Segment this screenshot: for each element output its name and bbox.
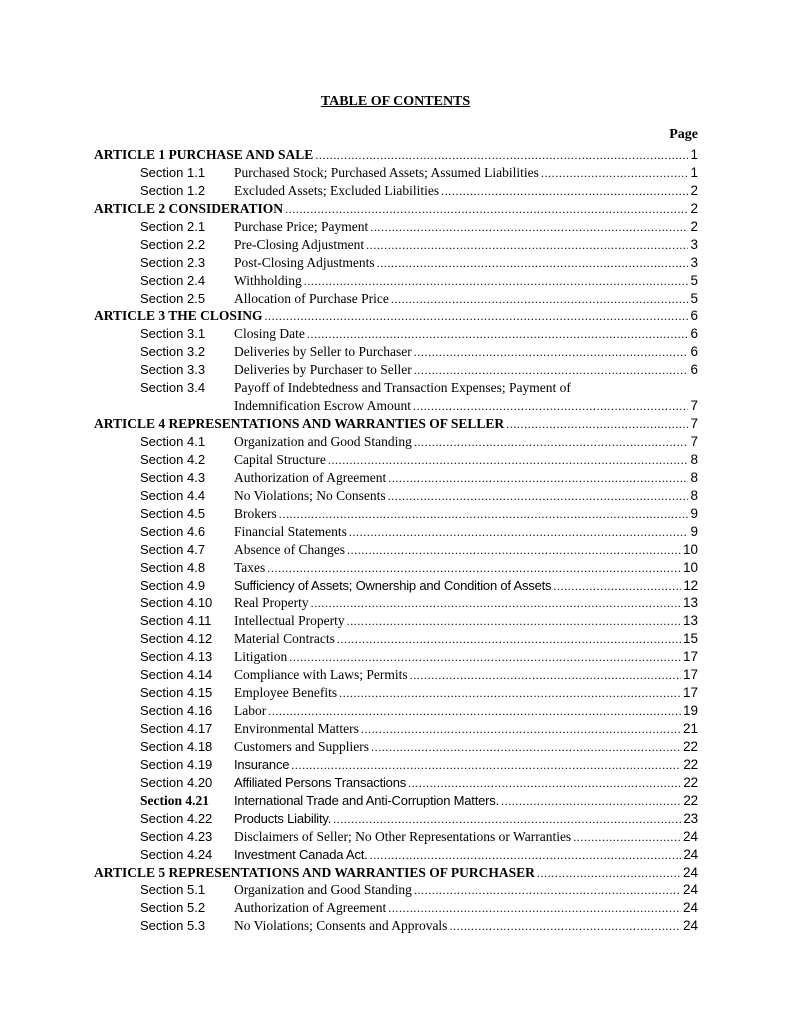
toc-title: TABLE OF CONTENTS: [320, 94, 471, 109]
article-title: ARTICLE 1 PURCHASE AND SALE: [94, 147, 314, 162]
toc-section-entry[interactable]: [94, 272, 698, 290]
section-number: Section 4.15: [140, 685, 213, 701]
section-number: Section 4.19: [140, 756, 213, 772]
dot-leader: [370, 219, 688, 237]
dot-leader: [349, 524, 689, 542]
section-title: Purchase Price; Payment: [234, 218, 369, 234]
toc-section-entry[interactable]: [94, 720, 698, 738]
section-number: Section 3.4: [140, 380, 206, 396]
toc-article-entry[interactable]: [94, 146, 698, 164]
page-number: 2: [690, 218, 698, 234]
toc-section-entry[interactable]: [94, 810, 698, 828]
page-number: 13: [682, 613, 698, 629]
section-title: Absence of Changes: [234, 541, 345, 557]
section-title: Closing Date: [234, 326, 305, 342]
dot-leader: [264, 308, 688, 326]
section-number: Section 4.6: [140, 523, 206, 539]
page-number: 24: [682, 828, 698, 844]
page-number: 22: [683, 756, 698, 772]
page-number: 22: [683, 792, 698, 808]
page-number: 10: [682, 541, 698, 557]
page-number: 24: [682, 882, 698, 898]
section-number: Section 4.7: [140, 541, 206, 557]
dot-leader: [541, 165, 689, 183]
section-title: Intellectual Property: [234, 613, 345, 629]
dot-leader: [553, 578, 681, 596]
section-number: Section 4.2: [140, 451, 206, 467]
dot-leader: [315, 147, 688, 165]
dot-leader: [339, 685, 681, 703]
page-number: 8: [690, 469, 698, 485]
section-number: Section 3.2: [140, 344, 206, 360]
section-title: Insurance: [234, 756, 290, 772]
dot-leader: [347, 542, 681, 560]
toc-section-entry[interactable]: [94, 594, 698, 612]
toc-section-entry[interactable]: [94, 451, 698, 469]
section-number: Section 4.14: [140, 667, 213, 683]
page-number: 19: [682, 703, 698, 719]
toc-section-entry[interactable]: [94, 899, 698, 917]
toc-section-entry[interactable]: [94, 917, 698, 935]
page-number: 6: [690, 362, 698, 378]
page-number: 7: [690, 434, 698, 450]
article-title: ARTICLE 5 REPRESENTATIONS AND WARRANTIES OF PURCHASER: [94, 864, 535, 880]
section-number: Section 4.23: [140, 828, 213, 844]
page-number: 8: [690, 451, 698, 467]
page-number: 21: [682, 721, 698, 737]
dot-leader: [391, 291, 689, 309]
page-number: 3: [690, 254, 698, 270]
section-title: Withholding: [234, 272, 302, 288]
page-number: 22: [683, 774, 698, 790]
section-title: Purchased Stock; Purchased Assets; Assumed Liabilities: [234, 164, 539, 180]
toc-section-entry[interactable]: [94, 343, 698, 361]
section-number: Section 4.21: [140, 792, 209, 808]
section-title: Deliveries by Purchaser to Seller: [234, 362, 412, 378]
section-title: Employee Benefits: [234, 685, 338, 701]
toc-section-entry[interactable]: [94, 182, 698, 200]
section-title: No Violations; No Consents: [234, 487, 386, 503]
toc-section-entry[interactable]: [94, 469, 698, 487]
page-number: 2: [690, 182, 698, 198]
page-number: 24: [682, 900, 698, 916]
dot-leader: [285, 201, 688, 219]
dot-leader: [304, 273, 689, 291]
section-number: Section 2.1: [140, 218, 206, 234]
toc-section-entry[interactable]: [94, 756, 698, 774]
page-number: 24: [683, 846, 698, 862]
page-number: 5: [690, 272, 698, 288]
section-number: Section 4.10: [140, 595, 213, 611]
section-title: Litigation: [234, 649, 288, 665]
page-number: 24: [682, 864, 698, 880]
dot-leader: [289, 649, 681, 667]
table-of-contents: [94, 146, 698, 935]
toc-section-entry[interactable]: [94, 612, 698, 630]
section-title: Capital Structure: [234, 451, 326, 467]
section-number: Section 2.5: [140, 290, 206, 306]
dot-leader: [388, 488, 689, 506]
section-number: Section 4.18: [140, 738, 213, 754]
section-number: Section 4.11: [140, 613, 212, 629]
section-number: Section 2.2: [140, 236, 206, 252]
toc-section-entry[interactable]: [94, 379, 698, 415]
page-number: 13: [682, 595, 698, 611]
section-title: Taxes: [234, 559, 266, 575]
page-number: 17: [682, 667, 698, 683]
page-number: 7: [690, 416, 698, 432]
section-number: Section 4.17: [140, 721, 213, 737]
section-number: Section 4.3: [140, 469, 206, 485]
dot-leader: [328, 452, 689, 470]
dot-leader: [388, 470, 688, 488]
dot-leader: [441, 183, 688, 201]
toc-section-entry[interactable]: [94, 648, 698, 666]
section-number: Section 4.24: [140, 846, 213, 862]
section-number: Section 4.22: [140, 810, 213, 826]
dot-leader: [413, 398, 689, 416]
section-number: Section 2.4: [140, 272, 206, 288]
page-number: 22: [682, 738, 698, 754]
toc-section-entry[interactable]: [94, 433, 698, 451]
dot-leader: [408, 775, 681, 793]
dot-leader: [311, 595, 681, 613]
page-number: 3: [690, 236, 698, 252]
section-number: Section 2.3: [140, 254, 206, 270]
section-title: Brokers: [234, 505, 277, 521]
dot-leader: [414, 362, 689, 380]
dot-leader: [371, 739, 681, 757]
section-title: Sufficiency of Assets; Ownership and Condition of Assets: [234, 577, 552, 593]
dot-leader: [573, 829, 681, 847]
section-title: Real Property: [234, 595, 309, 611]
toc-article-entry[interactable]: [94, 864, 698, 882]
section-title: Disclaimers of Seller; No Other Representations or Warranties: [234, 828, 572, 844]
page-number: 1: [690, 164, 698, 180]
dot-leader: [506, 416, 688, 434]
dot-leader: [361, 721, 681, 739]
toc-section-entry[interactable]: [94, 487, 698, 505]
page-number: 15: [682, 631, 698, 647]
toc-section-entry[interactable]: [94, 828, 698, 846]
section-title: Payoff of Indebtedness and Transaction Expenses; Payment of: [234, 380, 571, 396]
dot-leader: [410, 667, 681, 685]
dot-leader: [307, 326, 689, 344]
page-number: 1: [690, 147, 698, 162]
section-title: No Violations; Consents and Approvals: [234, 918, 448, 934]
toc-section-entry[interactable]: [94, 684, 698, 702]
section-title: Authorization of Agreement: [234, 900, 387, 916]
dot-leader: [366, 237, 688, 255]
page-number: 6: [690, 344, 698, 360]
section-number: Section 5.1: [140, 882, 206, 898]
page-number: 9: [690, 523, 698, 539]
section-title: Material Contracts: [234, 631, 335, 647]
dot-leader: [268, 703, 681, 721]
dot-leader: [347, 613, 681, 631]
page-number: 10: [682, 559, 698, 575]
dot-leader: [267, 560, 681, 578]
dot-leader: [414, 882, 681, 900]
section-number: Section 4.5: [140, 505, 206, 521]
page-number: 7: [690, 398, 698, 414]
section-number: Section 4.8: [140, 559, 206, 575]
section-number: Section 4.4: [140, 487, 206, 503]
toc-section-entry[interactable]: [94, 505, 698, 523]
dot-leader: [333, 811, 681, 829]
toc-section-entry[interactable]: [94, 254, 698, 272]
section-number: Section 4.13: [140, 649, 213, 665]
toc-section-entry[interactable]: [94, 881, 698, 899]
section-number: Section 3.3: [140, 362, 206, 378]
toc-section-entry[interactable]: [94, 792, 698, 810]
section-title: Excluded Assets; Excluded Liabilities: [234, 182, 440, 198]
section-number: Section 4.12: [140, 631, 213, 647]
section-number: Section 4.9: [140, 577, 206, 593]
page-number: 2: [690, 200, 698, 216]
section-number: Section 4.16: [140, 703, 213, 719]
toc-section-entry[interactable]: [94, 218, 698, 236]
toc-section-entry[interactable]: [94, 541, 698, 559]
toc-section-entry[interactable]: [94, 774, 698, 792]
section-title: Pre-Closing Adjustment: [234, 236, 365, 252]
toc-article-entry[interactable]: [94, 415, 698, 433]
section-number: Section 5.2: [140, 900, 206, 916]
section-title: Customers and Suppliers: [234, 738, 369, 754]
page-number: 5: [690, 290, 698, 306]
toc-section-entry[interactable]: [94, 702, 698, 720]
section-title: Affiliated Persons Transactions: [234, 774, 407, 790]
article-title: ARTICLE 3 THE CLOSING: [94, 308, 263, 324]
page-number: 9: [690, 505, 698, 521]
dot-leader: [279, 506, 689, 524]
section-number: Section 1.1: [140, 164, 206, 180]
page-number: 17: [682, 685, 698, 701]
toc-section-entry[interactable]: [94, 577, 698, 595]
dot-leader: [414, 344, 689, 362]
dot-leader: [370, 847, 682, 865]
page-number: 6: [690, 308, 698, 324]
dot-leader: [501, 793, 681, 811]
article-title: ARTICLE 4 REPRESENTATIONS AND WARRANTIES OF SELLER: [94, 416, 505, 432]
section-title: Environmental Matters: [234, 721, 359, 737]
section-title: International Trade and Anti-Corruption Matters.: [234, 792, 499, 808]
section-title: Authorization of Agreement: [234, 469, 387, 485]
toc-section-entry[interactable]: [94, 325, 698, 343]
section-title: Organization and Good Standing: [234, 434, 412, 450]
toc-section-entry[interactable]: [94, 236, 698, 254]
toc-section-entry[interactable]: [94, 666, 698, 684]
toc-section-entry[interactable]: [94, 361, 698, 379]
section-title: Deliveries by Seller to Purchaser: [234, 344, 412, 360]
dot-leader: [337, 631, 681, 649]
section-title: Allocation of Purchase Price: [234, 290, 389, 306]
dot-leader: [537, 865, 681, 883]
section-number: Section 4.1: [140, 434, 206, 450]
page-column-heading: Page: [669, 127, 698, 142]
page-number: 12: [683, 577, 698, 593]
section-number: Section 3.1: [140, 326, 206, 342]
toc-section-entry[interactable]: [94, 738, 698, 756]
toc-section-entry[interactable]: [94, 164, 698, 182]
toc-section-entry[interactable]: [94, 630, 698, 648]
toc-article-entry[interactable]: [94, 200, 698, 218]
section-title: Labor: [234, 703, 267, 719]
section-title: Investment Canada Act.: [234, 846, 368, 862]
toc-section-entry[interactable]: [94, 523, 698, 541]
page-number: 23: [683, 810, 698, 826]
section-title: Organization and Good Standing: [234, 882, 412, 898]
article-title: ARTICLE 2 CONSIDERATION: [94, 200, 284, 216]
toc-section-entry[interactable]: [94, 290, 698, 308]
toc-article-entry[interactable]: [94, 307, 698, 325]
section-title: Post-Closing Adjustments: [234, 254, 375, 270]
section-number: Section 1.2: [140, 182, 206, 198]
section-title: Compliance with Laws; Permits: [234, 667, 408, 683]
toc-section-entry[interactable]: [94, 846, 698, 864]
section-number: Section 4.20: [140, 774, 213, 790]
section-number: Section 5.3: [140, 918, 206, 934]
dot-leader: [414, 434, 689, 452]
page-number: 6: [690, 326, 698, 342]
dot-leader: [449, 918, 681, 936]
dot-leader: [377, 255, 689, 273]
dot-leader: [291, 757, 681, 775]
page-number: 24: [682, 918, 698, 934]
section-title-continued: Indemnification Escrow Amount: [234, 398, 411, 414]
page-number: 17: [682, 649, 698, 665]
dot-leader: [388, 900, 681, 918]
section-title: Products Liability.: [234, 810, 332, 826]
toc-section-entry[interactable]: [94, 559, 698, 577]
page-number: 8: [690, 487, 698, 503]
section-title: Financial Statements: [234, 523, 347, 539]
